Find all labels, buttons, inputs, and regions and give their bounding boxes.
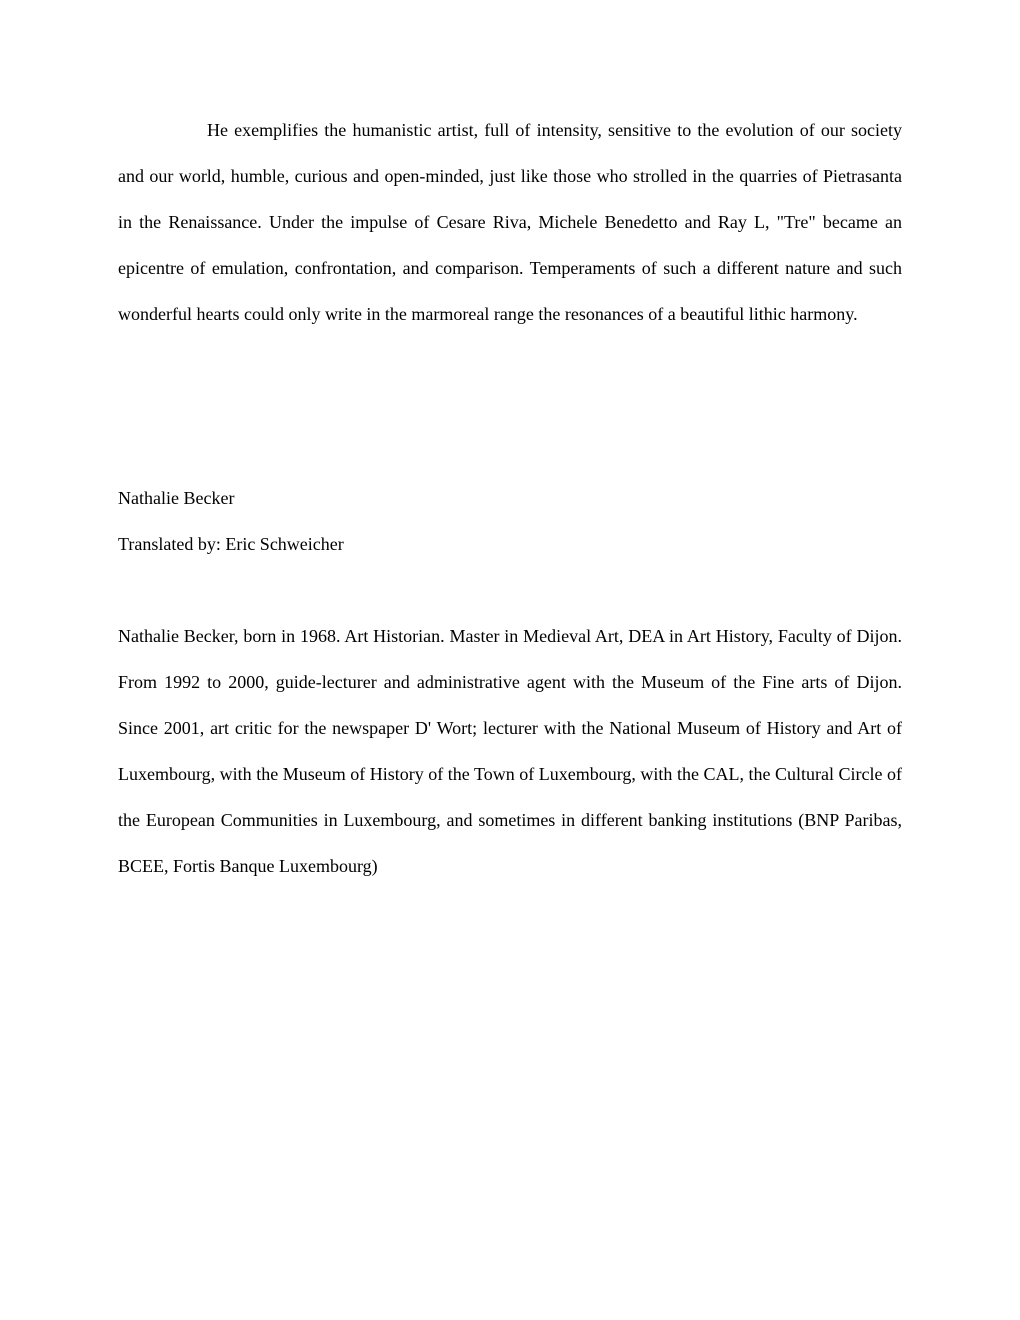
translator-credit: Translated by: Eric Schweicher xyxy=(118,534,344,554)
author-bio-paragraph: Nathalie Becker, born in 1968. Art Historian. Master in Medieval Art, DEA in Art History, Faculty of Dijon. From 1992 to 2000, guide-lecturer and administrative agent with the Museum of the Fine arts of Dijon. Since 2001, art critic for the newspaper D' Wort; lecturer with the National Museum of History and Art of Luxembourg, with the Museum of History of the Town of Luxembourg, with the CAL, the Cultural Circle of the European Communities in Luxembourg, and sometimes in different banking institutions (BNP Paribas, BCEE, Fortis Banque Luxembourg) xyxy=(118,626,902,876)
author-name: Nathalie Becker xyxy=(118,488,235,508)
intro-paragraph: He exemplifies the humanistic artist, full of intensity, sensitive to the evolution of our society and our world, humble, curious and open-minded, just like those who strolled in the quarries of Pietrasanta in the Renaissance. Under the impulse of Cesare Riva, Michele Benedetto and Ray L, "Tre" became an epicentre of emulation, confrontation, and comparison. Temperaments of such a different nature and such wonderful hearts could only write in the marmoreal range the resonances of a beautiful lithic harmony. xyxy=(118,120,902,324)
